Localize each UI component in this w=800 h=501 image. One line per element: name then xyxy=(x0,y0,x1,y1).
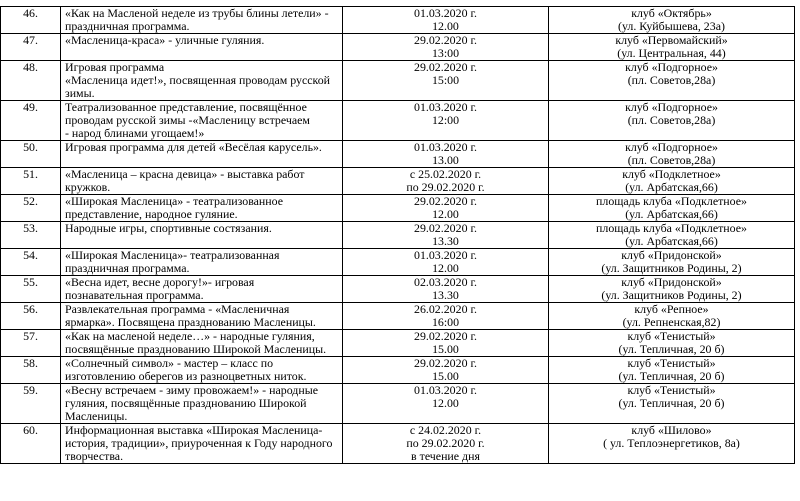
row-number: 56. xyxy=(1,303,61,330)
row-number: 60. xyxy=(1,424,61,464)
event-date-line: по 29.02.2020 г. xyxy=(406,436,485,450)
event-date-line: с 24.02.2020 г. xyxy=(409,423,482,437)
event-date-line: 13.00 xyxy=(432,153,459,167)
event-place-line: (ул. Тепличная, 20 б) xyxy=(618,396,725,410)
event-date-cell xyxy=(343,249,549,276)
event-place-line: площадь клуба «Подклетное» xyxy=(596,194,747,208)
table-row xyxy=(1,222,795,249)
event-date-line: 15:00 xyxy=(431,73,460,87)
event-title-cell xyxy=(61,222,343,249)
event-place-cell xyxy=(549,330,795,357)
table-row xyxy=(1,61,795,101)
events-table xyxy=(0,6,795,464)
row-number: 52. xyxy=(1,195,61,222)
event-place-cell xyxy=(549,384,795,424)
table-row xyxy=(1,101,795,141)
row-number: 54. xyxy=(1,249,61,276)
event-place-line: (ул. Арбатская,66) xyxy=(625,207,718,221)
table-row xyxy=(1,357,795,384)
event-title-cell xyxy=(61,357,343,384)
event-date-line: 01.03.2020 г. xyxy=(414,140,477,154)
event-date-cell xyxy=(343,195,549,222)
event-date-line: 29.02.2020 г. xyxy=(414,33,477,47)
event-date-line: в течение дня xyxy=(411,449,480,463)
event-place-cell xyxy=(549,101,795,141)
event-title-line: «Как на Масленой неделе из трубы блины летели» - xyxy=(65,6,329,20)
event-title-cell xyxy=(61,303,343,330)
event-date-cell xyxy=(343,34,549,61)
event-place-line: клуб «Подгорное» xyxy=(625,60,718,74)
event-place-line: клуб «Подгорное» xyxy=(625,100,718,114)
event-place-cell xyxy=(549,61,795,101)
event-date-line: 01.03.2020 г. xyxy=(414,100,477,114)
event-title-line: праздничная программа. xyxy=(65,261,190,275)
event-date-line: 29.02.2020 г. xyxy=(414,221,477,235)
event-place-line: (ул. Защитников Родины, 2) xyxy=(601,261,742,275)
event-date-line: 13.30 xyxy=(432,234,459,248)
event-title-line: Масленицы. xyxy=(65,409,128,423)
table-row xyxy=(1,34,795,61)
event-title-line: Информационная выставка «Широкая Масленица- xyxy=(65,423,323,437)
row-number: 58. xyxy=(1,357,61,384)
event-place-line: клуб «Октябрь» xyxy=(631,6,712,20)
event-place-cell xyxy=(549,357,795,384)
row-number: 53. xyxy=(1,222,61,249)
event-date-cell xyxy=(343,61,549,101)
table-row xyxy=(1,424,795,464)
event-date-cell xyxy=(343,303,549,330)
event-title-cell xyxy=(61,101,343,141)
event-date-cell xyxy=(343,424,549,464)
table-row xyxy=(1,141,795,168)
event-title-line: «Весну встречаем - зиму провожаем!» - народные xyxy=(65,383,318,397)
event-title-line: гуляния, посвящённые празднованию Широкой xyxy=(65,396,307,410)
event-title-line: изготовлению оберегов из разноцветных ниток. xyxy=(65,369,307,383)
event-date-line: 29.02.2020 г. xyxy=(414,194,477,208)
event-title-line: ярмарка». Посвящена празднованию Масленицы. xyxy=(65,315,316,329)
event-place-cell xyxy=(549,276,795,303)
event-title-cell xyxy=(61,424,343,464)
event-date-line: 01.03.2020 г. xyxy=(414,383,477,397)
event-title-line: Развлекательная программа - «Масленичная xyxy=(65,302,290,316)
row-number: 50. xyxy=(1,141,61,168)
event-title-line: проводам русской зимы -«Масленицу встречаем xyxy=(65,113,310,127)
event-place-line: (ул. Защитников Родины, 2) xyxy=(601,288,742,302)
row-number: 55. xyxy=(1,276,61,303)
event-date-line: 15.00 xyxy=(432,369,459,383)
event-date-line: 29.02.2020 г. xyxy=(414,329,477,343)
event-title-line: «Масленица идет!», посвященная проводам русской xyxy=(65,73,331,87)
event-place-line: (пл. Советов,28а) xyxy=(627,153,716,167)
event-title-cell xyxy=(61,195,343,222)
event-date-line: 12.00 xyxy=(432,261,459,275)
event-place-line: клуб «Тенистый» xyxy=(627,329,716,343)
row-number: 59. xyxy=(1,384,61,424)
event-date-line: 16:00 xyxy=(431,315,460,329)
event-place-line: (ул. Арбатская,66) xyxy=(625,234,718,248)
event-place-line: клуб «Репное» xyxy=(634,302,709,316)
event-title-cell xyxy=(61,141,343,168)
event-date-line: 13:00 xyxy=(431,46,460,60)
event-title-line: - народ блинами угощаем!» xyxy=(65,126,205,140)
event-place-line: ( ул. Теплоэнергетиков, 8а) xyxy=(603,436,740,450)
event-date-line: 01.03.2020 г. xyxy=(414,248,477,262)
event-title-line: «Как на масленой неделе…» - народные гуляния, xyxy=(65,329,315,343)
event-date-cell xyxy=(343,384,549,424)
row-number: 51. xyxy=(1,168,61,195)
event-date-cell xyxy=(343,141,549,168)
table-row xyxy=(1,303,795,330)
event-date-cell xyxy=(343,330,549,357)
event-title-cell xyxy=(61,61,343,101)
event-place-line: (ул. Тепличная, 20 б) xyxy=(618,369,725,383)
event-place-line: клуб «Придонской» xyxy=(621,275,722,289)
table-row xyxy=(1,384,795,424)
events-table-body xyxy=(1,7,795,464)
event-place-line: (ул. Тепличная, 20 б) xyxy=(618,342,725,356)
event-date-cell xyxy=(343,101,549,141)
event-title-line: познавательная программа. xyxy=(65,288,204,302)
event-place-cell xyxy=(549,303,795,330)
table-row xyxy=(1,168,795,195)
event-title-line: посвящённые празднованию Широкой Масленицы. xyxy=(65,342,327,356)
event-place-line: (пл. Советов,28а) xyxy=(627,113,716,127)
event-place-line: клуб «Первомайский» xyxy=(615,33,728,47)
event-place-cell xyxy=(549,34,795,61)
event-place-line: (пл. Советов,28а) xyxy=(627,73,716,87)
event-date-line: 26.02.2020 г. xyxy=(414,302,477,316)
event-place-line: клуб «Шилово» xyxy=(631,423,712,437)
table-row xyxy=(1,195,795,222)
event-date-line: 12.00 xyxy=(432,19,459,33)
event-date-line: 29.02.2020 г. xyxy=(414,356,477,370)
event-date-cell xyxy=(343,276,549,303)
event-place-line: клуб «Подклетное» xyxy=(622,167,721,181)
event-title-cell xyxy=(61,384,343,424)
event-place-cell xyxy=(549,168,795,195)
event-place-cell xyxy=(549,195,795,222)
row-number: 46. xyxy=(1,7,61,34)
event-date-cell xyxy=(343,357,549,384)
event-place-cell xyxy=(549,7,795,34)
event-title-cell xyxy=(61,249,343,276)
event-title-line: Театрализованное представление, посвящённое xyxy=(65,100,307,114)
event-place-cell xyxy=(549,424,795,464)
event-title-line: «Масленица – красна девица» - выставка работ xyxy=(65,167,305,181)
event-title-cell xyxy=(61,168,343,195)
event-place-line: (ул. Куйбышева, 23а) xyxy=(618,19,725,33)
event-title-line: праздничная программа. xyxy=(65,19,190,33)
event-date-line: 29.02.2020 г. xyxy=(414,60,477,74)
event-date-line: 12:00 xyxy=(431,113,460,127)
event-place-cell xyxy=(549,141,795,168)
event-title-line: зимы. xyxy=(65,86,95,100)
table-row xyxy=(1,330,795,357)
event-place-line: (ул. Центральная, 44) xyxy=(617,46,726,60)
event-date-line: 01.03.2020 г. xyxy=(414,6,477,20)
event-title-cell xyxy=(61,7,343,34)
event-title-line: Игровая программа xyxy=(65,60,165,74)
event-title-line: история, традиции», приуроченная к Году народного xyxy=(65,436,333,450)
event-title-line: Народные игры, спортивные состязания. xyxy=(65,221,272,235)
event-title-line: «Масленица-краса» - уличные гуляния. xyxy=(65,33,265,47)
event-date-line: 12.00 xyxy=(432,207,459,221)
row-number: 49. xyxy=(1,101,61,141)
event-title-line: «Солнечный символ» - мастер – класс по xyxy=(65,356,274,370)
event-title-cell xyxy=(61,276,343,303)
event-place-cell xyxy=(549,222,795,249)
row-number: 47. xyxy=(1,34,61,61)
event-title-cell xyxy=(61,34,343,61)
event-place-line: клуб «Тенистый» xyxy=(627,383,716,397)
table-row xyxy=(1,7,795,34)
event-title-line: Игровая программа для детей «Весёлая карусель». xyxy=(65,140,322,154)
event-place-line: клуб «Тенистый» xyxy=(627,356,716,370)
event-place-line: площадь клуба «Подклетное» xyxy=(596,221,747,235)
event-place-cell xyxy=(549,249,795,276)
event-title-line: «Весна идет, весне дорогу!»- игровая xyxy=(65,275,255,289)
event-date-cell xyxy=(343,168,549,195)
event-date-line: с 25.02.2020 г. xyxy=(409,167,482,181)
event-date-cell xyxy=(343,7,549,34)
event-place-line: (ул. Арбатская,66) xyxy=(625,180,718,194)
event-date-cell xyxy=(343,222,549,249)
event-title-line: творчества. xyxy=(65,449,124,463)
event-date-line: 13.30 xyxy=(432,288,459,302)
event-place-line: (ул. Репненская,82) xyxy=(622,315,721,329)
event-title-line: представление, народное гуляние. xyxy=(65,207,238,221)
event-date-line: 15.00 xyxy=(432,342,459,356)
event-title-line: «Широкая Масленица»- театрализованная xyxy=(65,248,280,262)
row-number: 48. xyxy=(1,61,61,101)
table-row xyxy=(1,276,795,303)
event-date-line: 02.03.2020 г. xyxy=(414,275,477,289)
row-number: 57. xyxy=(1,330,61,357)
table-row xyxy=(1,249,795,276)
event-place-line: клуб «Придонской» xyxy=(621,248,722,262)
event-place-line: клуб «Подгорное» xyxy=(625,140,718,154)
event-date-line: по 29.02.2020 г. xyxy=(406,180,485,194)
event-date-line: 12.00 xyxy=(432,396,459,410)
event-title-line: кружков. xyxy=(65,180,111,194)
event-title-cell xyxy=(61,330,343,357)
event-title-line: «Широкая Масленица» - театрализованное xyxy=(65,194,284,208)
